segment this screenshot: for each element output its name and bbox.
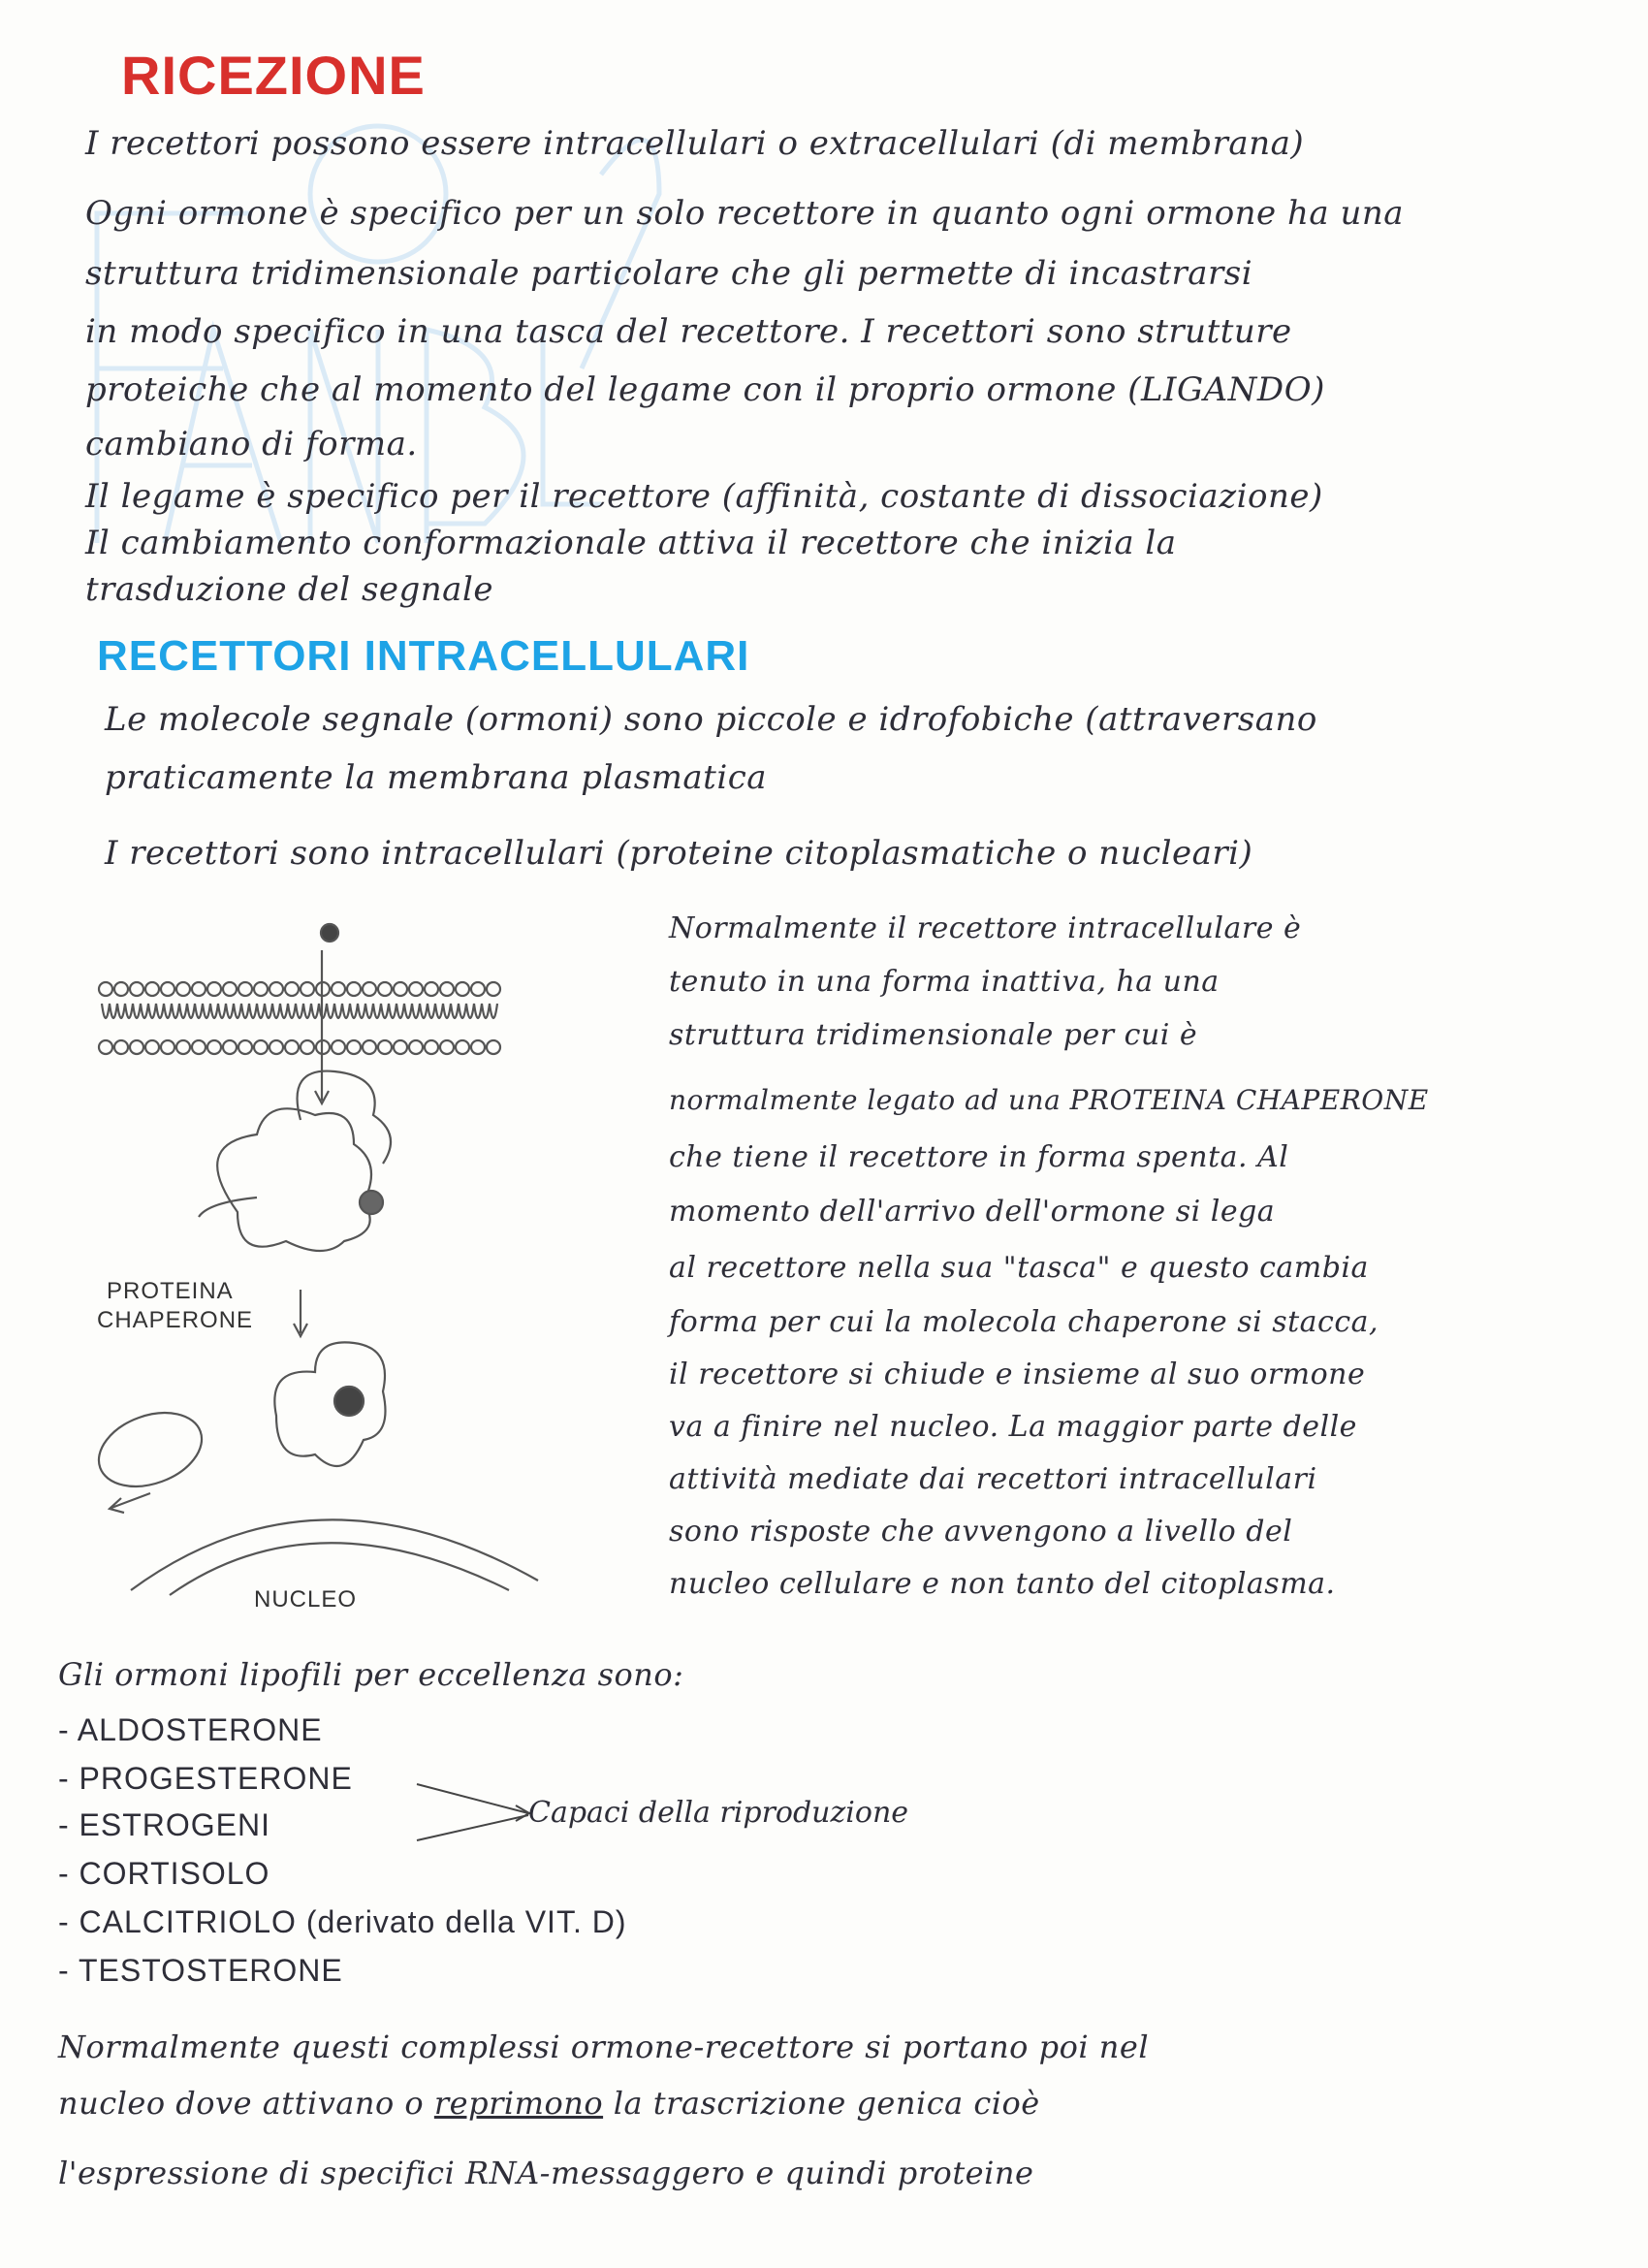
hormones-intro: Gli ormoni lipofili per eccellenza sono: — [58, 1656, 684, 1693]
closing-line — [58, 2085, 1040, 2122]
intro-line: in modo specifico in una tasca del recettore. I recettori sono strutture — [85, 312, 1292, 351]
bracket-note: Capaci della riproduzione — [528, 1796, 909, 1830]
section-title: RECETTORI INTRACELLULARI — [97, 632, 750, 680]
label-nucleus: NUCLEO — [254, 1586, 358, 1613]
closing-line: l'espressione di specifici RNA-messaggero e quindi proteine — [58, 2155, 1034, 2191]
intro-line: cambiano di forma. — [85, 425, 418, 463]
side-line: che tiene il recettore in forma spenta. Al — [669, 1140, 1289, 1174]
side-line: normalmente legato ad una PROTEINA CHAPERONE — [669, 1084, 1429, 1116]
membrane-diagram — [99, 982, 500, 1054]
side-line: Normalmente il recettore intracellulare è — [669, 911, 1302, 945]
closing-text: nucleo dove attivano o — [58, 2085, 434, 2122]
intro-line: proteiche che al momento del legame con il proprio ormone (LIGANDO) — [85, 370, 1325, 409]
side-line: tenuto in una forma inattiva, ha una — [669, 965, 1220, 999]
receptor-shape — [217, 1108, 371, 1251]
page-title: RICEZIONE — [121, 45, 426, 106]
section-line: praticamente la membrana plasmatica — [105, 758, 768, 797]
side-line: attività mediate dai recettori intracellulari — [669, 1462, 1317, 1496]
section-line: I recettori sono intracellulari (proteine citoplasmatiche o nucleari) — [105, 834, 1253, 873]
receptor-active-shape — [274, 1342, 385, 1466]
side-line: nucleo cellulare e non tanto del citoplasma. — [669, 1567, 1336, 1601]
side-line: forma per cui la molecola chaperone si stacca, — [669, 1305, 1379, 1339]
label-chaperone: CHAPERONE — [97, 1307, 254, 1333]
intro-line: trasduzione del segnale — [85, 570, 493, 609]
intro-line: Il legame è specifico per il recettore (affinità, costante di dissociazione) — [85, 477, 1323, 516]
hormone-item: - TESTOSTERONE — [58, 1953, 343, 1988]
side-line: va a finire nel nucleo. La maggior parte delle — [669, 1410, 1357, 1444]
intro-line: Il cambiamento conformazionale attiva il recettore che inizia la — [85, 524, 1177, 562]
closing-text: la trascrizione genica cioè — [603, 2085, 1040, 2122]
hormone-dot — [360, 1191, 383, 1214]
hormone-dot — [321, 924, 338, 942]
receptor-diagram — [92, 911, 596, 1610]
hormone-item: - ALDOSTERONE — [58, 1712, 323, 1747]
section-line: Le molecole segnale (ormoni) sono piccole e idrofobiche (attraversano — [105, 700, 1317, 739]
label-chaperone: PROTEINA — [107, 1278, 234, 1304]
side-line: il recettore si chiude e insieme al suo ormone — [669, 1358, 1366, 1391]
hormone-item: - ESTROGENI — [58, 1807, 271, 1842]
intro-line: I recettori possono essere intracellulari o extracellulari (di membrana) — [85, 124, 1305, 163]
hormone-item: - CORTISOLO — [58, 1856, 270, 1891]
closing-line: Normalmente questi complessi ormone-recettore si portano poi nel — [58, 2028, 1150, 2065]
side-line: struttura tridimensionale per cui è — [669, 1018, 1198, 1052]
arrow-down-icon — [315, 950, 329, 1103]
side-line: momento dell'arrivo dell'ormone si lega — [669, 1195, 1276, 1229]
hormone-item: - CALCITRIOLO (derivato della VIT. D) — [58, 1904, 627, 1939]
hormone-item: - PROGESTERONE — [58, 1761, 353, 1796]
intro-line: Ogni ormone è specifico per un solo recettore in quanto ogni ormone ha una — [85, 194, 1405, 233]
underlined-word: reprimono — [433, 2085, 604, 2122]
intro-line: struttura tridimensionale particolare che gli permette di incastrarsi — [85, 254, 1253, 293]
hormone-dot — [334, 1387, 364, 1416]
side-line: sono risposte che avvengono a livello del — [669, 1515, 1293, 1549]
released-chaperone — [92, 1399, 212, 1499]
bracket-arrows — [407, 1765, 543, 1871]
side-line: al recettore nella sua "tasca" e questo cambia — [669, 1251, 1369, 1285]
arrow-down-icon — [294, 1290, 307, 1336]
